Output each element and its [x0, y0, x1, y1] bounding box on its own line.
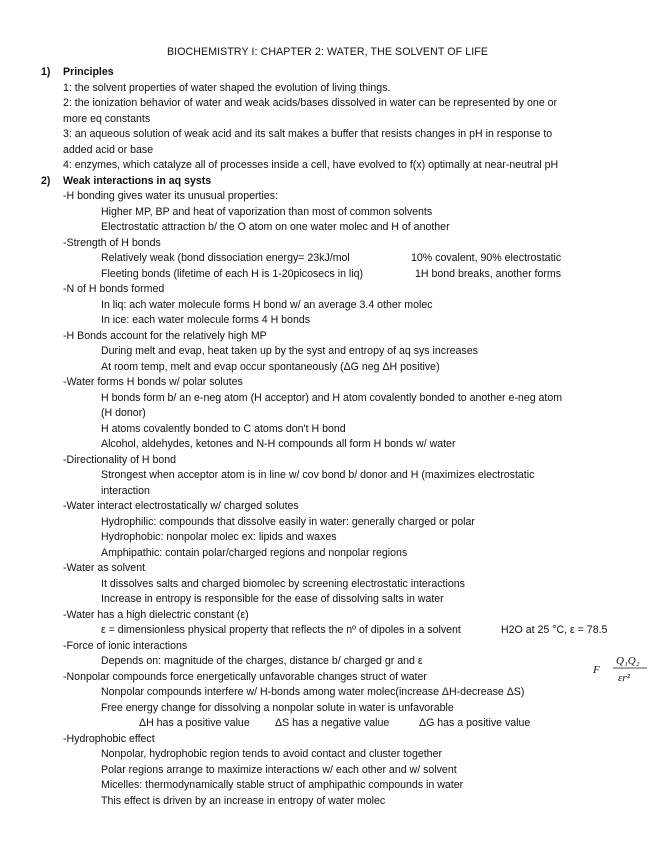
- detail-line: Polar regions arrange to maximize interactions w/ each other and w/ solvent: [101, 764, 457, 776]
- detail-line: ΔH has a positive value: [139, 717, 250, 729]
- detail-line: 10% covalent, 90% electrostatic: [411, 252, 562, 264]
- detail-line: Hydrophilic: compounds that dissolve easily in water: generally charged or polar: [101, 516, 475, 528]
- topic-line: -Water interact electrostatically w/ charged solutes: [63, 500, 299, 512]
- formula-denominator: εr²: [618, 672, 630, 684]
- detail-line: Electrostatic attraction b/ the O atom on one water molec and H of another: [101, 221, 450, 233]
- topic-line: -Water has a high dielectric constant (ε): [63, 609, 249, 621]
- detail-line: H bonds form b/ an e-neg atom (H acceptor) and H atom covalently bonded to another e-neg atom: [101, 392, 563, 404]
- detail-line: Higher MP, BP and heat of vaporization than most of common solvents: [101, 206, 433, 218]
- topic-line: -N of H bonds formed: [63, 283, 165, 295]
- principle-line: 1: the solvent properties of water shaped the evolution of living things.: [63, 82, 391, 94]
- detail-line: Fleeting bonds (lifetime of each H is 1-20picosecs in liq): [101, 268, 364, 280]
- detail-line: H atoms covalently bonded to C atoms don't H bond: [101, 423, 346, 435]
- detail-line: Strongest when acceptor atom is in line w/ cov bond b/ donor and H (maximizes electrostatic: [101, 469, 535, 481]
- detail-line: Alcohol, aldehydes, ketones and N-H compounds all form H bonds w/ water: [101, 438, 456, 450]
- detail-line: Depends on: magnitude of the charges, distance b/ charged gr and ε: [101, 655, 423, 667]
- principle-line: added acid or base: [63, 144, 154, 156]
- topic-line: -Water as solvent: [63, 562, 146, 574]
- detail-line: At room temp, melt and evap occur spontaneously (ΔG neg ΔH positive): [101, 361, 440, 373]
- detail-line: interaction: [101, 485, 150, 497]
- detail-line: Amphipathic: contain polar/charged regions and nonpolar regions: [101, 547, 408, 559]
- detail-line: Hydrophobic: nonpolar molec ex: lipids and waxes: [101, 531, 337, 543]
- principle-line: more eq constants: [63, 113, 151, 125]
- topic-line: -Force of ionic interactions: [63, 640, 188, 652]
- detail-line: Nonpolar, hydrophobic region tends to avoid contact and cluster together: [101, 748, 442, 760]
- detail-line: During melt and evap, heat taken up by the syst and entropy of aq sys increases: [101, 345, 478, 357]
- detail-line: Micelles: thermodynamically stable struct of amphipathic compounds in water: [101, 779, 464, 791]
- coulomb-formula: [592, 651, 652, 687]
- topic-line: -Water forms H bonds w/ polar solutes: [63, 376, 243, 388]
- detail-line: This effect is driven by an increase in entropy of water molec: [101, 795, 386, 807]
- topic-line: -Directionality of H bond: [63, 454, 177, 466]
- page-title: BIOCHEMISTRY I: CHAPTER 2: WATER, THE SOLVENT OF LIFE: [166, 46, 488, 58]
- principle-line: 4: enzymes, which catalyze all of processes inside a cell, have evolved to f(x) optimally at near-neutral pH: [63, 159, 559, 171]
- detail-line: Relatively weak (bond dissociation energy= 23kJ/mol: [101, 252, 350, 264]
- topic-line: -Nonpolar compounds force energetically unfavorable changes struct of water: [63, 671, 427, 683]
- formula-lhs: F: [593, 664, 600, 676]
- detail-line: ΔG has a positive value: [419, 717, 531, 729]
- principle-line: 3: an aqueous solution of weak acid and its salt makes a buffer that resists changes in pH in response to: [63, 128, 553, 140]
- detail-line: ε = dimensionless physical property that reflects the nº of dipoles in a solvent: [101, 624, 461, 636]
- topic-line: -H bonding gives water its unusual properties:: [63, 190, 278, 202]
- topic-line: -Hydrophobic effect: [63, 733, 155, 745]
- detail-line: Nonpolar compounds interfere w/ H-bonds among water molec(increase ΔH-decrease ΔS): [101, 686, 525, 698]
- detail-line: ΔS has a negative value: [275, 717, 390, 729]
- detail-line: H2O at 25 °C, ε = 78.5: [501, 624, 608, 636]
- detail-line: Increase in entropy is responsible for the ease of dissolving salts in water: [101, 593, 444, 605]
- detail-line: (H donor): [101, 407, 146, 419]
- section-heading-principles: 1) Principles: [41, 66, 114, 78]
- detail-line: In liq: ach water molecule forms H bond w/ an average 3.4 other molec: [101, 299, 433, 311]
- principle-line: 2: the ionization behavior of water and weak acids/bases dissolved in water can be represented by one or: [63, 97, 558, 109]
- detail-line: 1H bond breaks, another forms: [415, 268, 562, 280]
- topic-line: -Strength of H bonds: [63, 237, 161, 249]
- detail-line: Free energy change for dissolving a nonpolar solute in water is unfavorable: [101, 702, 454, 714]
- detail-line: In ice: each water molecule forms 4 H bonds: [101, 314, 311, 326]
- topic-line: -H Bonds account for the relatively high MP: [63, 330, 267, 342]
- detail-line: It dissolves salts and charged biomolec by screening electrostatic interactions: [101, 578, 465, 590]
- formula-numerator: Q₁Q₂: [616, 655, 640, 667]
- section-heading-weak-interactions: 2) Weak interactions in aq systs: [41, 175, 212, 187]
